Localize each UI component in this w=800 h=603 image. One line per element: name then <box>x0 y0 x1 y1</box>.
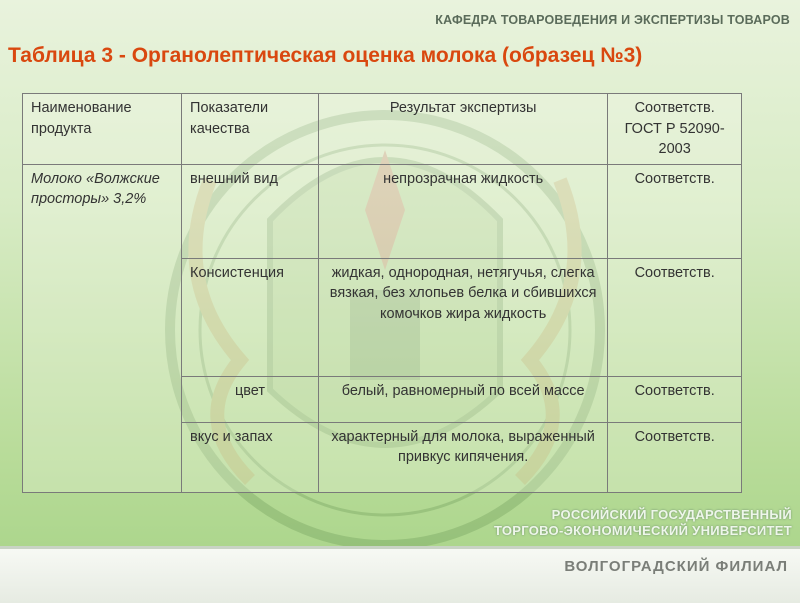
university-line-2: ТОРГОВО-ЭКОНОМИЧЕСКИЙ УНИВЕРСИТЕТ <box>493 523 792 538</box>
university-name <box>494 507 792 539</box>
header-product: Наименование продукта <box>23 94 182 165</box>
compliance-cell: Соответств. <box>608 422 742 492</box>
indicator-cell: цвет <box>182 376 319 422</box>
department-name: КАФЕДРА ТОВАРОВЕДЕНИЯ И ЭКСПЕРТИЗЫ ТОВАРОВ <box>435 13 790 27</box>
table-header-row <box>23 94 742 165</box>
compliance-cell: Соответств. <box>608 164 742 258</box>
branch-name: ВОЛГОГРАДСКИЙ ФИЛИАЛ <box>564 558 788 575</box>
page-title: Таблица 3 - Органолептическая оценка молока (образец №3) <box>8 44 643 67</box>
compliance-cell: Соответств. <box>608 258 742 376</box>
university-line-1: РОССИЙСКИЙ ГОСУДАРСТВЕННЫЙ <box>551 507 792 522</box>
indicator-cell: внешний вид <box>182 164 319 258</box>
compliance-cell: Соответств. <box>608 376 742 422</box>
header-compliance: Соответств. ГОСТ Р 52090-2003 <box>608 94 742 165</box>
result-cell: непрозрачная жидкость <box>318 164 607 258</box>
evaluation-table <box>22 93 742 493</box>
product-name: Молоко «Волжские просторы» 3,2% <box>23 164 182 492</box>
header-result: Результат экспертизы <box>318 94 607 165</box>
header-indicators: Показатели качества <box>182 94 319 165</box>
indicator-cell: вкус и запах <box>182 422 319 492</box>
indicator-cell: Консистенция <box>182 258 319 376</box>
result-cell: белый, равномерный по всей массе <box>318 376 607 422</box>
result-cell: жидкая, однородная, нетягучья, слегка вязкая, без хлопьев белка и сбившихся комочков жира жидкость <box>318 258 607 376</box>
result-cell: характерный для молока, выраженный привкус кипячения. <box>318 422 607 492</box>
table-row <box>23 164 742 258</box>
